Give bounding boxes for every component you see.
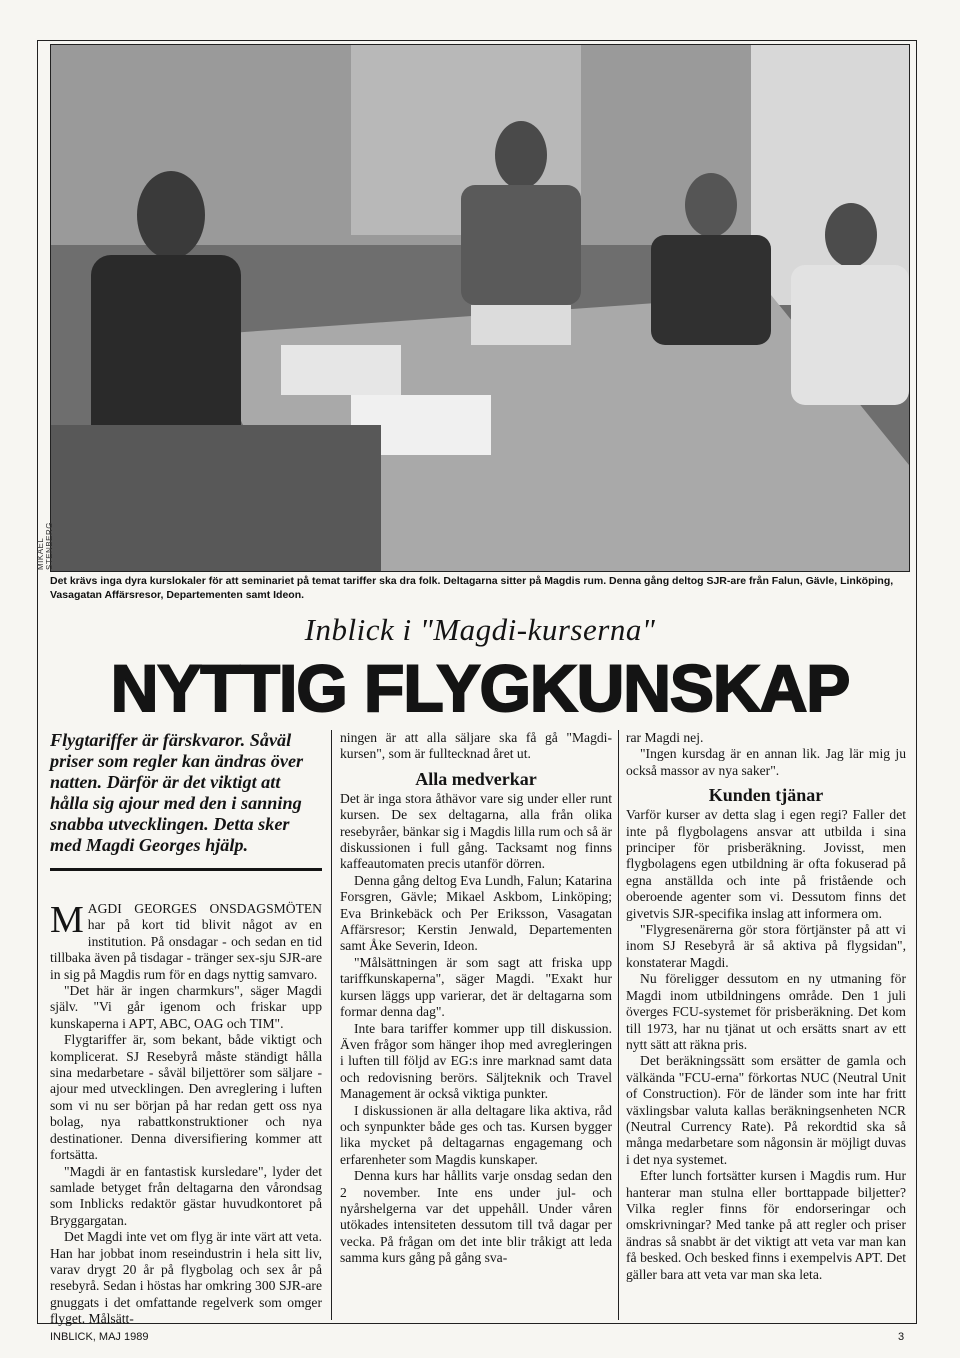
paragraph: Det är inga stora åthävor vare sig under eller runt kursen. De sex deltagarna, alla från olika resebyråer, bänkar sig i Magdis lilla rum och så är diskussionen i full gång. Tacksamt nog finns kaffeautomaten precis utanför dörren.: [340, 790, 612, 872]
article-column-2: [340, 730, 612, 1267]
article-kicker: Inblick i "Magdi-kurserna": [304, 612, 656, 647]
photo-credit: MIKAEL STENBERG: [36, 521, 54, 570]
article-photo: [50, 44, 910, 572]
paragraph: Varför kurser av detta slag i egen regi? Faller det inte på flygbolagens ansvar att utbilda i sina principer för prisberäkning. Jovisst, men flygbolagens egen utbildning är ofta fokuserad på egna anställda och inte på fristående och oberoende agenter som vi. Dessutom finns det givetvis SJR-specifika inslag att informera om.: [626, 807, 906, 921]
paragraph: Flygtariffer är, som bekant, både viktigt och komplicerat. SJ Resebyrå måste ständigt hålla sina medarbetare - såväl biljettörer som säljare - ajour med utvecklingen. Den avreglering i luften som vi nu ser början på har redan gett oss nya bolag, nya rabattkonstruktioner och nya destinationer. Denna diversifiering kommer att fortsätta.: [50, 1032, 322, 1163]
subheading: Kunden tjänar: [708, 785, 824, 806]
paragraph: rar Magdi nej.: [626, 730, 704, 745]
office-meeting-photo-placeholder: [51, 45, 909, 571]
lead-rule: [50, 868, 322, 871]
subheading: Alla medverkar: [415, 768, 537, 789]
first-paragraph-text: har på kort tid blivit något av en institution. På onsdagar - och sedan en tid tillbaka även på tisdagar - tränger sex-sju SJR-are in sig på Magdis rum för en dags nyttig samvaro.: [50, 917, 322, 982]
paragraph: ningen är att alla säljare ska få gå "Magdi-kursen", som är fulltecknad året ut.: [340, 730, 612, 762]
paragraph: "Magdi är en fantastisk kursledare", lyder det samlade betyget från deltagarna den vårondsag som Inblicks redaktör gästar huvudkontoret på Bryggargatan.: [50, 1163, 322, 1228]
column-divider: [331, 730, 332, 1320]
paragraph: Inte bara tariffer kommer upp till diskussion. Även frågor som hänger ihop med avregleringen i luften till följd av EG:s inre marknad samt data och redovisning berörs. Säljteknik och Travel Management är också viktiga punkter.: [340, 1020, 612, 1102]
column-divider: [618, 730, 619, 1320]
paragraph: "Det här är ingen charmkurs", säger Magdi själv. "Vi går igenom och friskar upp kunskaperna i APT, ABC, OAG och TIM".: [50, 983, 322, 1031]
article-column-3: [626, 730, 906, 1283]
paragraph: "Ingen kursdag är en annan lik. Jag lär mig ju också massor av nya saker".: [626, 746, 906, 778]
smallcaps-opening: AGDI GEORGES ONSDAGSMÖTEN: [87, 901, 322, 916]
drop-cap: M: [50, 899, 84, 941]
paragraph: I diskussionen är alla deltagare lika aktiva, råd och synpunkter både ges och tas. Kursen bygger lika mycket på deltagarnas engagemang och erfarenheter som Magdis kunskaper.: [340, 1102, 612, 1167]
photo-caption: Det krävs inga dyra kurslokaler för att seminariet på temat tariffer ska dra folk. Deltagarna sitter på Magdis rum. Denna gång deltog SJR-are från Falun, Gävle, Linköping, Vasagatan Affärsresor, Departementen samt Ideon.: [50, 575, 894, 601]
paragraph: "Målsättningen är som sagt att friska upp tariffkunskaperna", säger Magdi. "Exakt hur kursen läggs upp varierar, det är deltagarna som formar denna dag".: [340, 954, 612, 1020]
article-headline: NYTTIG FLYGKUNSKAP: [110, 651, 850, 725]
paragraph: Denna kurs har hållits varje onsdag sedan den 2 november. Inte ens under jul- och nyårshelgerna var det uppehåll. Under våren utökades intensiteten dessutom till två dagar per vecka. På frågan om det inte blir tråkigt att leda samma kurs gång på gång sva-: [340, 1168, 612, 1266]
article-lead: Flygtariffer är färskvaror. Såväl priser som regler kan ändras över natten. Därför är det viktigt att hålla sig ajour med den i sanning snabba utvecklingen. Detta sker med Magdi Georges hjälp.: [50, 730, 304, 855]
paragraph: Det beräkningssätt som ersätter de gamla och välkända "FCU-erna" förkortas NUC (Neutral Unit of Construction). För de länder som inte har fritt växlingsbar valuta kallas beräkningsenheten NCR (Neutral Currency Rate). På rekordtid ska så många medarbetare som någonsin är möjligt duvas i det nya systemet.: [626, 1053, 906, 1167]
page-number: 3: [898, 1331, 905, 1343]
first-paragraph: [50, 901, 322, 983]
paragraph: Nu föreligger dessutom en ny utmaning för Magdi inom utbildningens område. Den 1 juli överges FCU-systemet för prisberäkning. Det kom till 1973, har nu tjänat ut och ersätts snart av ett nytt sätt att räkna pris.: [626, 971, 906, 1052]
paragraph: Denna gång deltog Eva Lundh, Falun; Katarina Forsgren, Gävle; Mikael Askbom, Linköping; Eva Brinkebäck och Per Eriksson, Vasagatan Affärsresor; Kerstin Jenwald, Departementen samt Åke Severin, Ideon.: [340, 872, 612, 954]
paragraph: Efter lunch fortsätter kursen i Magdis rum. Hur hanterar man stulna eller borttappade biljetter? Vilka regler finns för endorseringar och omskrivningar? Med tanke på att regler och priser ändras så snabbt är det viktigt att veta var man kan få besked. Och besked finns i exempelvis APT. Det gäller bara att veta var man ska leta.: [626, 1168, 906, 1282]
paragraph: "Flygresenärerna gör stora förtjänster på att vi inom SJ Resebyrå är så aktiva på flygsidan", konstaterar Magdi.: [626, 922, 906, 970]
footer-publication: INBLICK, MAJ 1989: [50, 1331, 149, 1343]
paragraph: Det Magdi inte vet om flyg är inte värt att veta. Han har jobbat inom reseindustrin i hela sitt liv, varav drygt 20 år på flygbolag och sex år på resebyrå. Sedan i höstas har omkring 300 SJR-are gnuggats i det omfattande regelverk som omger flyget. Målsätt-: [50, 1229, 322, 1327]
article-column-1: [50, 730, 322, 1328]
